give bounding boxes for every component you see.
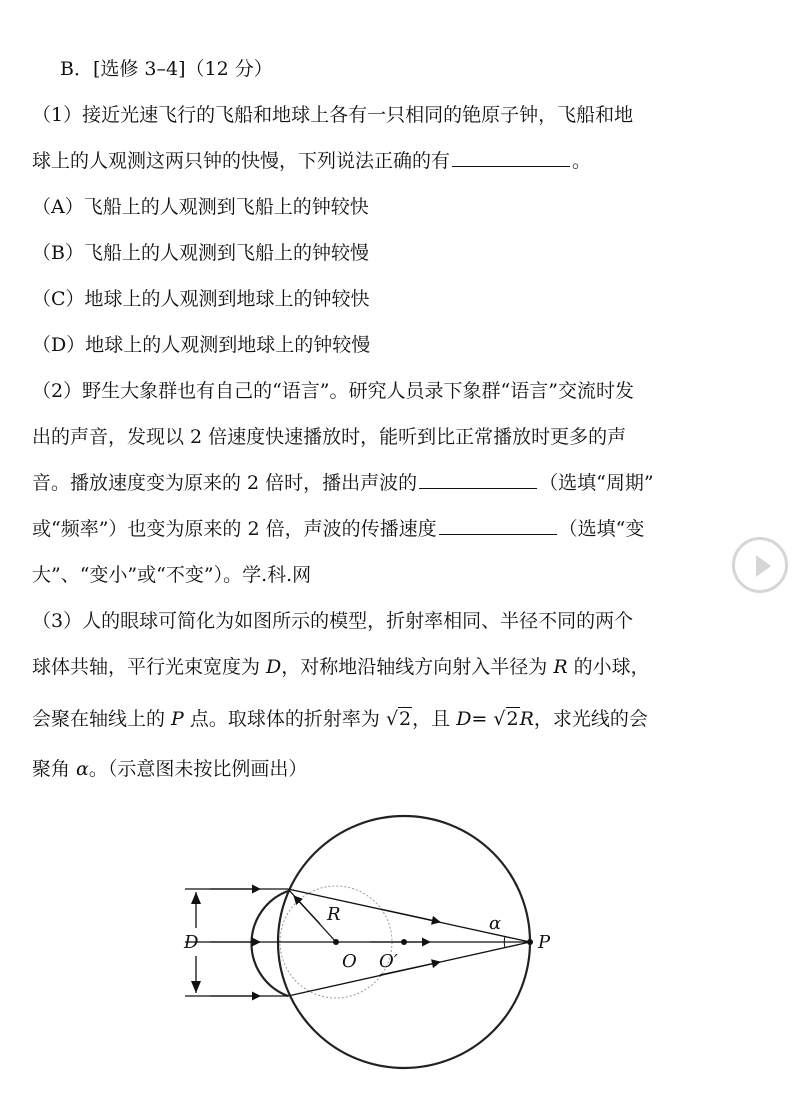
section-heading: B．[选修 3–4]（12 分） [60, 58, 273, 80]
sqrt-2-expression [386, 706, 412, 732]
point-O-prime [401, 939, 407, 945]
q1-option-b: （B）飞船上的人观测到飞船上的钟较慢 [32, 242, 369, 264]
play-button[interactable] [732, 537, 788, 593]
q1-line-2 [32, 148, 591, 174]
label-D: D [184, 932, 199, 953]
sqrt-2-expression-2 [493, 706, 519, 732]
q3-line-1: （3）人的眼球可简化为如图所示的模型，折射率相同、半径不同的两个 [32, 610, 634, 632]
q2-line-4 [32, 516, 644, 542]
sqrt-radicand: 2 [399, 708, 412, 730]
q3-line-2-c: 的小球， [567, 656, 650, 678]
q3-line-2 [32, 654, 650, 680]
q3-line-4-a: 聚角 [32, 758, 77, 780]
q3-var-D-2: D [456, 708, 472, 730]
q2-blank-2 [439, 516, 557, 535]
q2-blank-1 [419, 470, 537, 489]
q1-option-a: （A）飞船上的人观测到飞船上的钟较快 [32, 196, 369, 218]
label-O: O [342, 951, 357, 972]
q1-line-2-text: 球上的人观测这两只钟的快慢，下列说法正确的有 [32, 150, 451, 172]
q3-line-2-a: 球体共轴，平行光束宽度为 [32, 656, 267, 678]
q2-line-4-text: 或“频率”）也变为原来的 2 倍，声波的传播速度 [32, 518, 437, 540]
q2-line-1: （2）野生大象群也有自己的“语言”。研究人员录下象群“语言”交流时发 [32, 380, 634, 402]
q3-var-R-2: R [519, 708, 534, 730]
q1-line-1: （1）接近光速飞行的飞船和地球上各有一只相同的铯原子钟，飞船和地 [32, 104, 634, 126]
q1-answer-blank [452, 148, 570, 167]
q2-line-5: 大”、“变小”或“不变”）。学.科.网 [32, 564, 312, 586]
sqrt-symbol-2: √ [493, 708, 506, 730]
q1-line-2-end: 。 [572, 150, 592, 172]
q1-option-d: （D）地球上的人观测到地球上的钟较慢 [32, 334, 371, 356]
q2-line-4-end: （选填“变 [558, 518, 645, 540]
sqrt-symbol: √ [385, 708, 399, 730]
q3-line-3 [32, 706, 648, 732]
point-O [333, 939, 339, 945]
label-O-prime: O′ [379, 951, 398, 972]
label-P: P [538, 932, 551, 953]
point-P [527, 939, 533, 945]
q2-line-2: 出的声音，发现以 2 倍速度快速播放时，能听到比正常播放时更多的声 [32, 426, 627, 448]
q3-line-3-d: ，求光线的会 [533, 708, 648, 730]
q2-line-3 [32, 470, 654, 496]
q2-line-3-text: 音。播放速度变为原来的 2 倍时，播出声波的 [32, 472, 418, 494]
q3-line-4 [32, 756, 307, 782]
q1-option-c: （C）地球上的人观测到地球上的钟较快 [32, 288, 370, 310]
q3-line-3-a: 会聚在轴线上的 [32, 708, 172, 730]
label-R: R [327, 904, 341, 925]
q3-var-D: D [266, 656, 282, 678]
q2-line-3-end: （选填“周期” [539, 472, 654, 494]
label-alpha: α [489, 913, 502, 934]
q3-line-4-b: 。（示意图未按比例画出） [88, 758, 308, 780]
q3-var-R: R [553, 656, 568, 678]
q3-line-2-b: ，对称地沿轴线方向射入半径为 [281, 656, 554, 678]
eyeball-diagram [170, 810, 600, 1090]
q3-equals: = [471, 708, 494, 730]
q3-var-P: P [171, 708, 184, 730]
q3-var-alpha: α [76, 758, 89, 780]
play-icon [756, 555, 771, 577]
q3-line-3-b: 点。取球体的折射率为 [183, 708, 386, 730]
sqrt-radicand-2: 2 [506, 708, 519, 730]
q3-line-3-c: ，且 [412, 708, 457, 730]
